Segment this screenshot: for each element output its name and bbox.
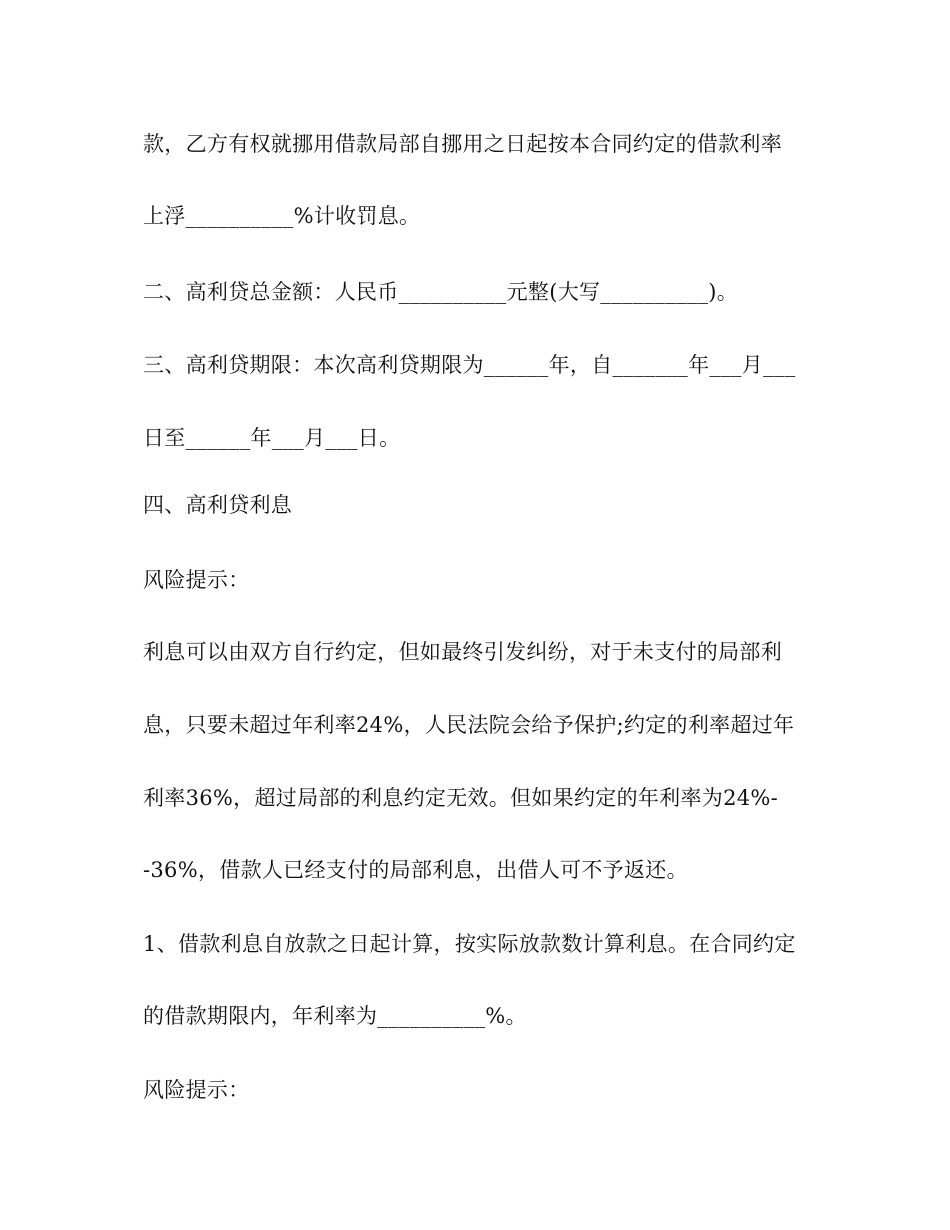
section-loan-term: 三、高利贷期限：本次高利贷期限为______年，自_______年___月___: [143, 353, 796, 377]
paragraph-line: 款，乙方有权就挪用借款局部自挪用之日起按本合同约定的借款利率: [143, 132, 782, 156]
risk-warning-label: 风险提示：: [143, 568, 250, 592]
paragraph-line: 息，只要未超过年利率24%，人民法院会给予保护;约定的利率超过年: [143, 713, 795, 737]
paragraph-line: -36%，借款人已经支付的局部利息，出借人可不予返还。: [143, 858, 688, 882]
paragraph-line: 日至______年___月___日。: [143, 426, 401, 450]
risk-warning-label: 风险提示：: [143, 1078, 250, 1102]
section-total-amount: 二、高利贷总金额：人民币__________元整(大写__________)。: [143, 280, 739, 304]
paragraph-line: 上浮__________%计收罚息。: [143, 204, 421, 228]
paragraph-line: 利息可以由双方自行约定，但如最终引发纠纷，对于未支付的局部利: [143, 640, 782, 664]
clause-1: 1、借款利息自放款之日起计算，按实际放款数计算利息。在合同约定: [143, 932, 796, 956]
paragraph-line: 利率36%，超过局部的利息约定无效。但如果约定的年利率为24%-: [143, 786, 779, 810]
section-interest-heading: 四、高利贷利息: [143, 493, 293, 517]
paragraph-line: 的借款期限内，年利率为__________%。: [143, 1004, 527, 1028]
